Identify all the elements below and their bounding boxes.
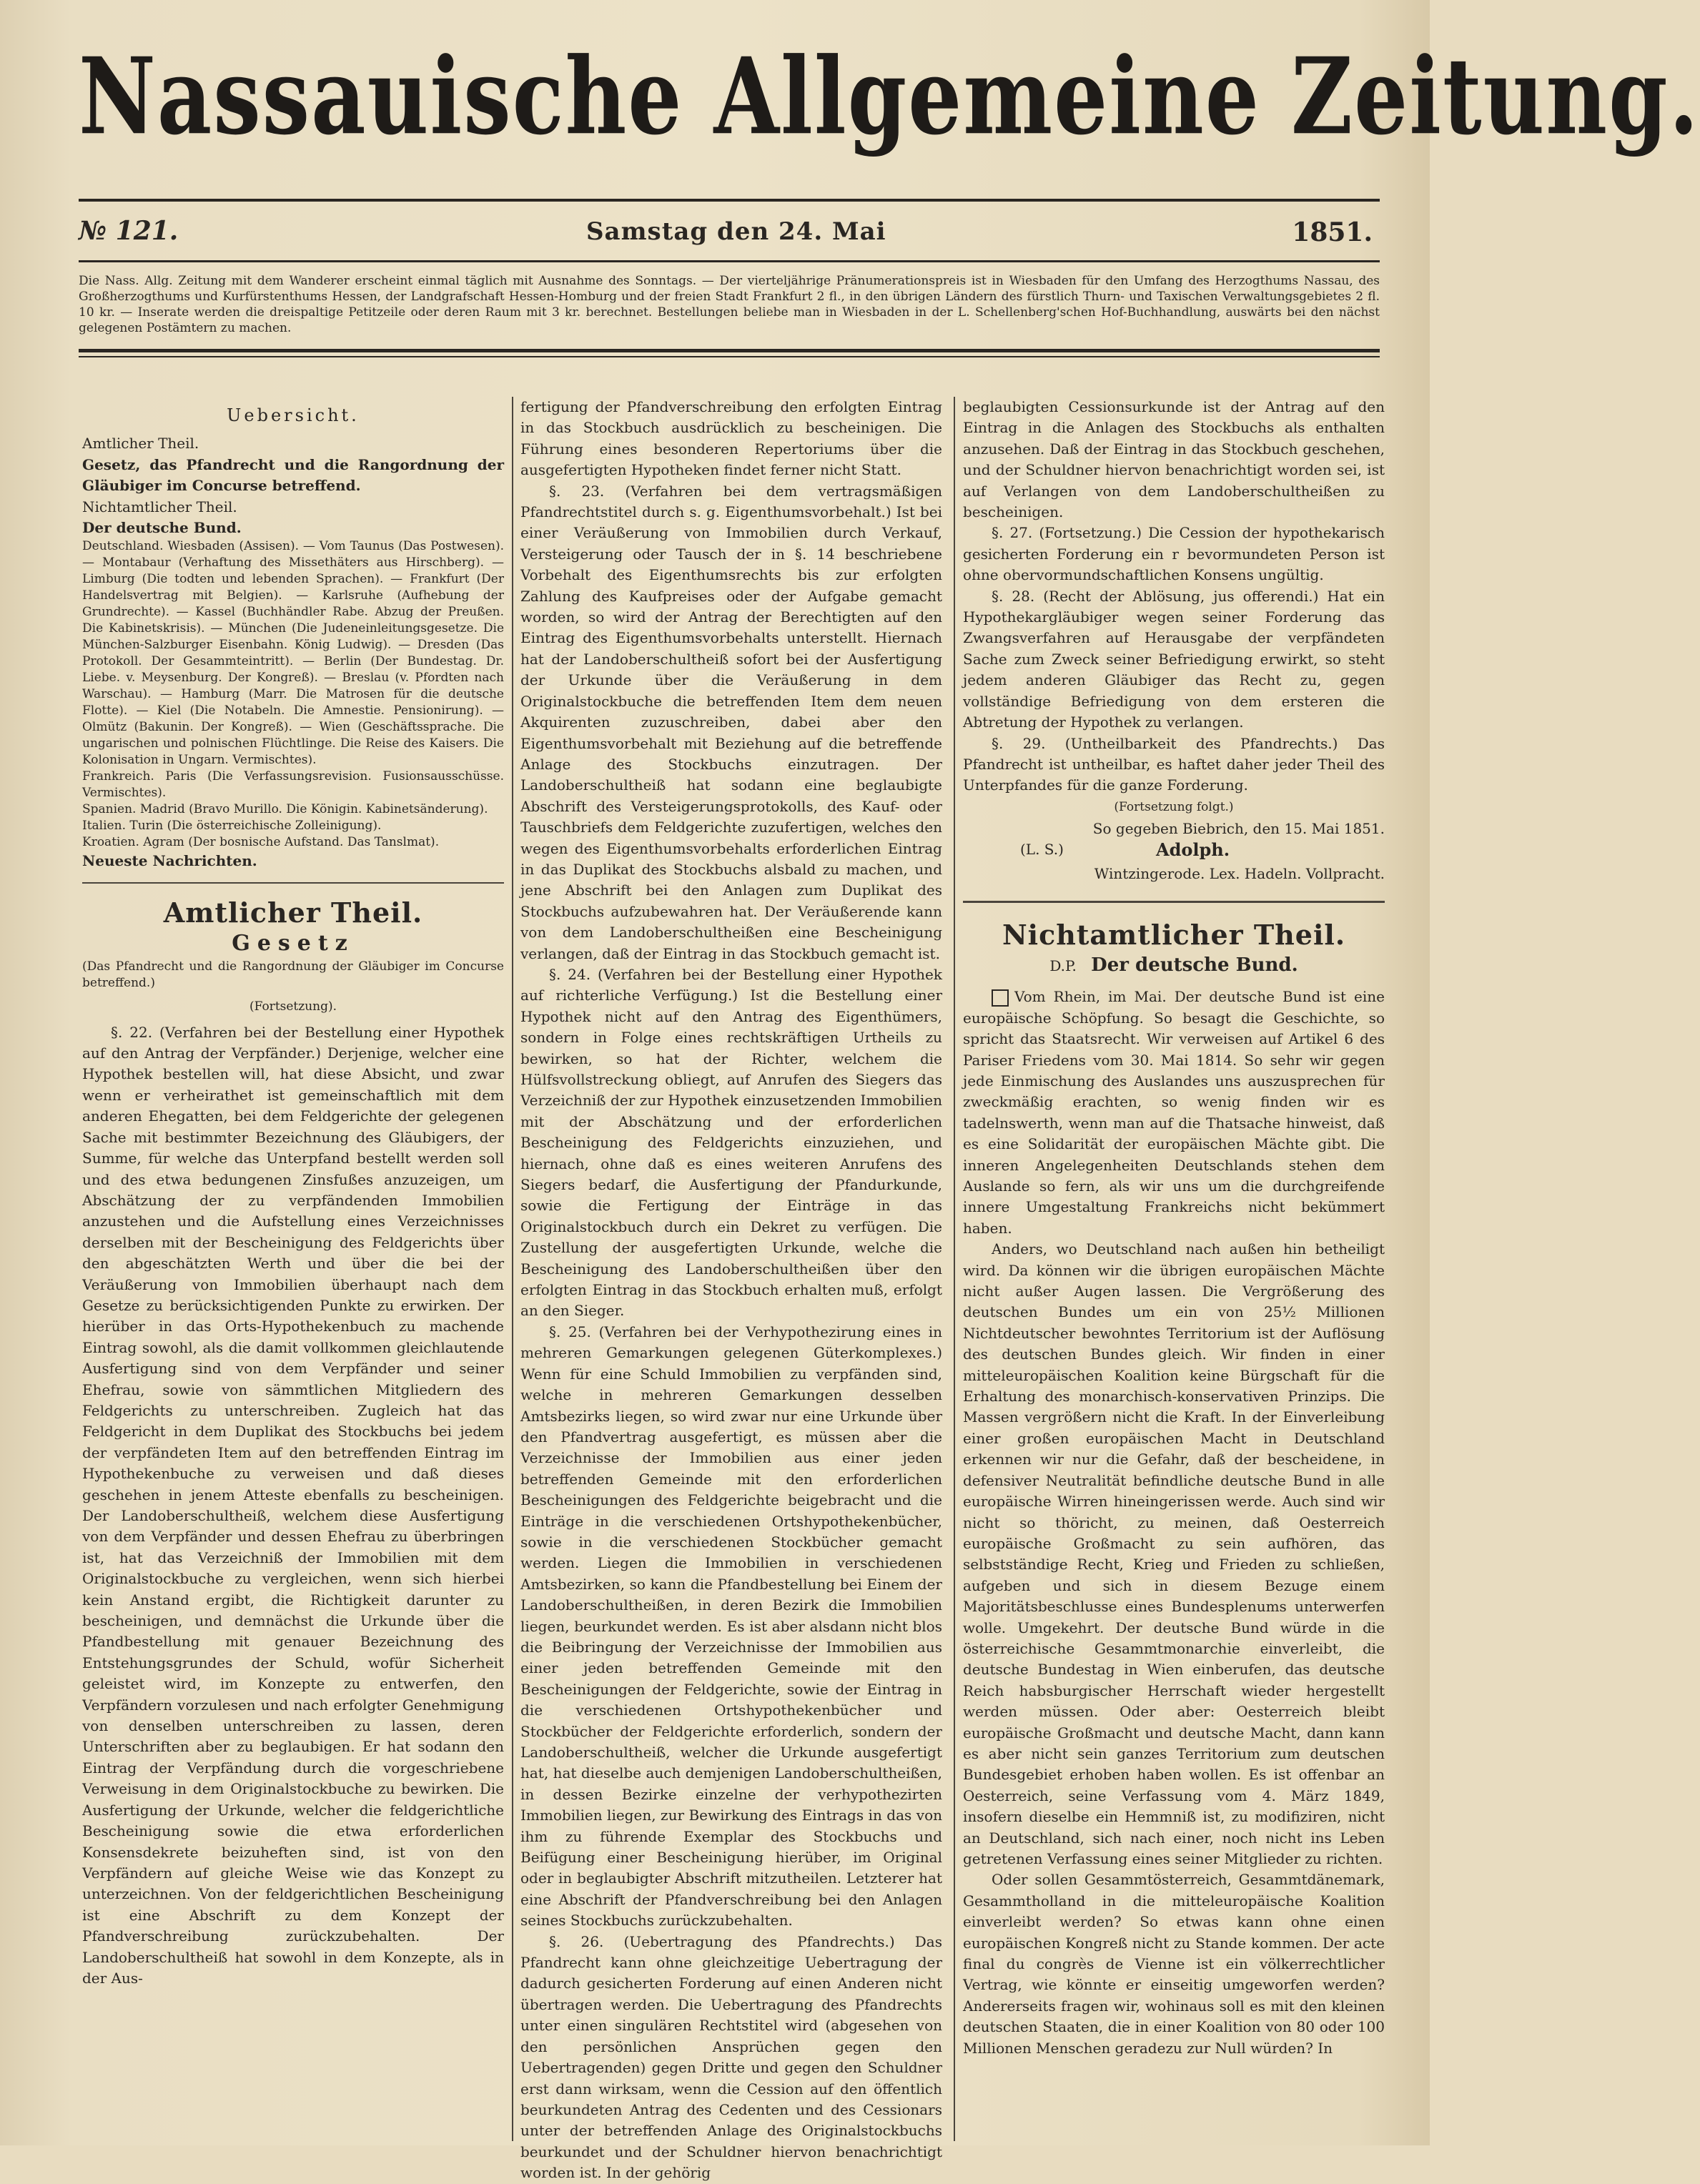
law-paragraph: §. 28. (Recht der Ablösung, jus offerendi.) Hat ein Hypothekargläubiger wegen seiner Forderung das Zwangsverfahren auf Herausgabe der verpfändeten Sache zum Zweck seiner Befriedigung erwirkt, so steht jedem anderen Gläubiger das Recht zu, gegen vollständige Befriedigung von dem ersteren die Abtretung der Hypothek zu verlangen. [963, 587, 1385, 731]
rule-top [79, 199, 1380, 202]
table-of-contents [82, 433, 504, 871]
law-paragraph: beglaubigten Cessionsurkunde ist der Antrag auf den Eintrag in die Anlagen des Stockbuchs als enthalten anzusehen. Daß der Eintrag in das Stockbuch geschehen, und der Schuldner hiervon benachrichtigt worden sei, ist auf Verlangen von dem Landoberschultheißen zu bescheinigen. [963, 398, 1385, 521]
divider [82, 882, 504, 884]
official-section-heading: Amtlicher Theil. [163, 896, 423, 929]
column-3 [963, 397, 1385, 2059]
section-heading [963, 955, 1385, 977]
star-box-icon [992, 989, 1009, 1007]
law-paragraph: fertigung der Pfandverschreibung den erfolgten Eintrag in das Stockbuch ausdrücklich zu bescheinigen. Die Führung eines besonderen Repertoriums über die ausgefertigten Hypotheken findet ferner nicht Statt. [520, 398, 942, 479]
section-prefix: D.P. [1049, 957, 1077, 974]
toc-item: Gesetz, das Pfandrecht und die Rangordnung der Gläubiger im Concurse betreffend. [82, 455, 504, 495]
article-paragraph [963, 987, 1385, 1239]
column-divider-2 [954, 397, 955, 2141]
section-title: Der deutsche Bund. [1091, 954, 1298, 976]
toc-item: Frankreich. Paris (Die Verfassungsrevision. Fusionsausschüsse. Vermischtes). [82, 769, 504, 801]
column-1 [82, 397, 504, 1989]
seal-mark: (L. S.) [1020, 841, 1064, 859]
law-paragraph: §. 27. (Fortsetzung.) Die Cession der hypothekarisch gesicherten Forderung ein r bevormundeten Person ist ohne obervormundschaftlichen Konsens ungültig. [963, 524, 1385, 584]
rule-notice-bottom-thin [79, 356, 1380, 357]
toc-item: Der deutsche Bund. [82, 519, 242, 537]
law-subtitle: (Das Pfandrecht und die Rangordnung der Gläubiger im Concurse betreffend.) [82, 959, 504, 990]
rule-notice-bottom [79, 349, 1380, 352]
cosigners: Wintzingerode. Lex. Hadeln. Vollpracht. [1094, 865, 1385, 883]
article-paragraph: Anders, wo Deutschland nach außen hin betheiligt wird. Da können wir die übrigen europäischen Mächte nicht außer Augen lassen. Die Vergrößerung des deutschen Bundes um ein von 25½ Millionen Nichtdeutscher bewohntes Territorium ist der Auflösung des deutschen Bundes gleich. Wir finden in einer mitteleuropäischen Koalition keine Bürgschaft für die Erhaltung des monarchisch-konservativen Prinzips. Die Massen vergrößern nicht die Kraft. In der Einverleibung einer großen europäischen Macht in Deutschland erkennen wir nur die Gefahr, daß der bescheidene, in defensiver Neutralität befindliche deutsche Bund in alle europäische Wirren hineingerissen werde. Auch sind wir nicht so thöricht, zu meinen, daß Oesterreich europäische Großmacht zu sein aufhören, das selbstständige Recht, Krieg und Frieden zu schließen, aufgeben und sich in diesem Bezuge einem Majoritätsbeschlusse eines Bundesplenums unterwerfen wolle. Umgekehrt. Der deutsche Bund würde in die österreichische Gesammtmonarchie einverleibt, die deutsche Bundestag in Wien einberufen, das deutsche Reich habsburgischer Herrschaft wieder hergestellt werden müssen. Oder aber: Oesterreich bleibt europäische Großmacht und deutsche Macht, dann kann es aber nicht sein ganzes Territorium zum deutschen Bundesgebiet erhoben haben wollen. Es ist offenbar an Oesterreich, seine Verfassung vom 4. März 1849, insofern dieselbe ein Hemmniß ist, zu modifiziren, nicht an Deutschland, sich nach einer, noch nicht ins Leben getretenen Verfassung eines seiner Mitglieder zu richten. [963, 1240, 1385, 1867]
to-be-continued: (Fortsetzung folgt.) [1114, 799, 1234, 814]
law-paragraph: §. 29. (Untheilbarkeit des Pfandrechts.) Das Pfandrecht ist untheilbar, es haftet daher jeder Theil des Unterpfandes für die ganze Forderung. [963, 734, 1385, 794]
toc-item: Kroatien. Agram (Der bosnische Aufstand. Das Tanslmat). [82, 835, 440, 850]
law-paragraph: §. 22. (Verfahren bei der Bestellung einer Hypothek auf den Antrag der Verpfänder.) Derjenige, welcher eine Hypothek bestellen will, hat diese Absicht, und zwar wenn er verheirathet ist gemeinschaftlich mit dem anderen Ehegatten, bei dem Feldgerichte der gelegenen Sache mit bestimmter Bezeichnung des Gläubigers, der Summe, für welche das Unterpfand bestellt werden soll und des etwa bedungenen Zinsfußes anzuzeigen, um Abschätzung der zu verpfändenden Immobilien anzustehen und die Aufstellung eines Verzeichnisses derselben mit der Bescheinigung des Feldgerichts über den abgeschätzten Werth und über die bei der Veräußerung von Immobilien überhaupt nach dem Gesetze zu berücksichtigenden Punkte zu erwirken. Der hierüber in das Orts-Hypothekenbuch zu machende Eintrag sowohl, als die damit vollkommen gleichlautende Ausfertigung sind von dem Verpfänder und seiner Ehefrau, sowie von sämmtlichen Mitgliedern des Feldgerichts zu unterschreiben. Zugleich hat das Feldgericht in dem Duplikat des Stockbuchs bei jedem der verpfändeten Item auf den betreffenden Eintrag im Hypothekenbuche zu verweisen und daß dieses geschehen in jenem Atteste ebenfalls zu bescheinigen. Der Landoberschultheiß, welchem diese Ausfertigung von dem Verpfänder und dessen Ehefrau zu überbringen ist, hat das Verzeichniß der Immobilien mit dem Originalstockbuche zu vergleichen, wenn sich hierbei kein Anstand ergibt, die Richtigkeit darunter zu bescheinigen, und demnächst die Urkunde über die Pfandbestellung mit genauer Bezeichnung des Entstehungsgrundes der Schuld, wofür Sicherheit geleistet wird, im Konzepte zu entwerfen, den Verpfändern vorzulesen und nach erfolgter Genehmigung von denselben unterschreiben zu lassen, deren Unterschriften aber zu beglaubigen. Er hat sodann den Eintrag der Verpfändung durch die vorgeschriebene Verweisung in dem Originalstockbuche zu bewirken. Die Ausfertigung der Urkunde, welcher die feldgerichtliche Bescheinigung sowie die etwa erforderlichen Konsensdekrete beizuheften sind, ist von den Verpfändern auf gleiche Weise wie das Konzept zu unterzeichnen. Von der feldgerichtlichen Bescheinigung ist eine Abschrift zu dem Konzept der Pfandverschreibung zurückzubehalten. Der Landoberschultheiß hat sowohl in dem Konzepte, als in der Aus- [82, 1023, 504, 1987]
article-paragraph: Oder sollen Gesammtösterreich, Gesammtdänemark, Gesammtholland in die mitteleuropäische Koalition einverleibt werden? So etwas kann ohne einen europäischen Kongreß nicht zu Stande kommen. Der acte final du congrès de Vienne ist ein völkerrechtlicher Vertrag, wie könnte er einseitig umgeworfen werden? Andererseits fragen wir, wohinaus soll es mit den kleinen deutschen Staaten, die in einer Koalition von 80 oder 100 Millionen Menschen geradezu zur Null würden? In [963, 1871, 1385, 2057]
toc-item: Neueste Nachrichten. [82, 852, 257, 870]
column-divider-1 [512, 397, 513, 2141]
toc-item: Deutschland. Wiesbaden (Assisen). — Vom Taunus (Das Postwesen). — Montabaur (Verhaftung des Missethäters aus Hirschberg). — Limburg (Die todten und lebenden Sprachen). — Frankfurt (Der Handelsvertrag mit Belgien). — Karlsruhe (Aufhebung der Grundrechte). — Kassel (Buchhändler Rabe. Abzug der Preußen. Die Kabinetskrisis). — München (Die Judeneinleitungsgesetze. Die München-Salzburger Eisenbahn. König Ludwig). — Dresden (Das Protokoll. Der Gesammteintritt). — Berlin (Der Bundestag. Dr. Liebe. v. Meysenburg. Der Kongreß). — Breslau (v. Pfordten nach Warschau). — Hamburg (Marr. Die Matrosen für die deutsche Flotte). — Kiel (Die Notabeln. Die Amnestie. Pensionirung). — Olmütz (Bakunin. Der Kongreß). — Wien (Geschäftssprache. Die ungarischen und polnischen Flüchtlinge. Die Reise des Kaisers. Die Kolonisation in Ungarn. Vermischtes). [82, 539, 504, 768]
rule-date-bottom [79, 260, 1380, 262]
continuation-note: (Fortsetzung). [249, 999, 337, 1014]
masthead-title: Nassauische Allgemeine Zeitung. [79, 34, 1700, 159]
divider [963, 901, 1385, 903]
column-2 [520, 397, 942, 2184]
given-at-line: So gegeben Biebrich, den 15. Mai 1851. [1092, 819, 1385, 837]
issue-bar [79, 209, 1380, 252]
toc-item: Amtlicher Theil. [82, 435, 199, 453]
issue-date: Samstag den 24. Mai [586, 217, 886, 246]
law-title: Gesetz [232, 931, 355, 957]
law-paragraph: §. 23. (Verfahren bei dem vertragsmäßigen Pfandrechtstitel durch s. g. Eigenthumsvorbehalt.) Ist bei einer Veräußerung von Immobilien durch Verkauf, Versteigerung oder Tausch der in §. 14 beschriebene Vorbehalt des Eigenthumsrechts bis zur erfolgten Zahlung des Kaufpreises oder der Aufgabe gemacht worden, so wird der Antrag der Berechtigten auf den Eintrag des Eigenthumsvorbehalts unterstellt. Hiernach hat der Landoberschultheiß sofort bei der Ausfertigung der Urkunde über die Veräußerung in dem Originalstockbuche die betreffenden Item dem neuen Akquirenten zuzuschreiben, dabei aber den Eigenthumsvorbehalt mit Beziehung auf die betreffende Anlage des Stockbuchs einzutragen. Der Landoberschultheiß hat sodann eine beglaubigte Abschrift des Versteigerungsprotokolls, des Kauf- oder Tauschbriefs dem Feldgerichte zuzufertigen, welches den wegen des Eigenthumsvorbehalts erforderlichen Eintrag in das Duplikat des Stockbuchs alsbald zu machen, und jene Abschrift bei den Anlagen zum Duplikat des Stockbuchs aufzubewahren hat. Der Veräußerende kann von dem Landoberschultheißen eine Bescheinigung verlangen, daß der Eintrag in das Stockbuch gemacht ist. [520, 482, 942, 962]
toc-item: Italien. Turin (Die österreichische Zolleinigung). [82, 819, 382, 834]
issue-year: 1851. [1292, 217, 1373, 247]
law-paragraph: §. 24. (Verfahren bei der Bestellung einer Hypothek auf richterliche Verfügung.) Ist die Bestellung einer Hypothek nicht auf den Antrag des Eigenthümers, sondern in Folge eines rechtskräftigen Urtheils zu bewirken, so hat der Richter, welchem die Hülfsvollstreckung obliegt, auf Anrufen des Siegers das Verzeichniß der zur Hypothek einzusetzenden Immobilien mit der Abschätzung und der erforderlichen Bescheinigung des Feldgerichts einzuziehen, und hiernach, ohne daß es eines weiteren Anrufens des Siegers bedarf, die Ausfertigung der Pfandurkunde, sowie die Fertigung der Einträge in das Originalstockbuch durch ein Dekret zu verfügen. Die Zustellung der ausgefertigten Urkunde, welche die Bescheinigung des Landoberschultheißen über den erfolgten Eintrag in das Stockbuch erhalten muß, erfolgt an den Sieger. [520, 965, 942, 1320]
toc-item: Nichtamtlicher Theil. [82, 498, 237, 515]
signer-name: Adolph. [1156, 839, 1230, 861]
law-paragraph: §. 25. (Verfahren bei der Verhypothezirung eines in mehreren Gemarkungen gelegenen Güterkomplexes.) Wenn für eine Schuld Immobilien zu verpfänden sind, welche in mehreren Gemarkungen desselben Amtsbezirks liegen, so wird zwar nur eine Urkunde über den Pfandvertrag ausgefertigt, es müssen aber die Verzeichnisse der Immobilien aus einer jeden betreffenden Gemeinde mit den erforderlichen Bescheinigungen des Feldgerichte beigebracht und die Einträge in die verschiedenen Ortshypothekenbücher, sowie in die verschiedenen Stockbücher gemacht werden. Liegen die Immobilien in verschiedenen Amtsbezirken, so kann die Pfandbestellung bei Einem der Landoberschultheißen, in deren Bezirk die Immobilien liegen, beurkundet werden. Es ist aber alsdann nicht blos die Beibringung der Verzeichnisse der Immobilien aus einer jeden betreffenden Gemeinde mit den Bescheinigungen der Feldgerichte, sowie der Eintrag in die verschiedenen Ortshypothekenbücher und Stockbücher der Feldgerichte erforderlich, sondern der Landoberschultheiß, welcher die Urkunde ausgefertigt hat, hat dieselbe auch demjenigen Landoberschultheißen, in dessen Bezirke einzelne der verhypothezirten Immobilien liegen, zur Bewirkung des Eintrags in das von ihm zu führende Exemplar des Stockbuchs und Beifügung einer Bescheinigung hierüber, im Original oder in beglaubigter Abschrift mitzutheilen. Letzterer hat eine Abschrift der Pfandverschreibung bei den Anlagen seines Stockbuchs zurückzubehalten. [520, 1323, 942, 1929]
toc-heading: Uebersicht. [227, 405, 360, 425]
subscription-notice: Die Nass. Allg. Zeitung mit dem Wanderer erscheint einmal täglich mit Ausnahme des Sonntags. — Der vierteljährige Pränumerationspreis ist in Wiesbaden für den Umfang des Herzogthums Nassau, des Großherzogthums und Kurfürstenthums Hessen, der Landgrafschaft Hessen-Homburg und der freien Stadt Frankfurt 2 fl., in den übrigen Ländern des fürstlich Thurn- und Taxischen Verwaltungsgebietes 2 fl. 10 kr. — Inserate werden die dreispaltige Petitzeile oder deren Raum mit 3 kr. berechnet. Bestellungen beliebe man in Wiesbaden in der L. Schellenberg'schen Hof-Buchhandlung, auswärts bei den nächst gelegenen Postämtern zu machen. [79, 274, 1380, 335]
article-paragraph-text: Vom Rhein, im Mai. Der deutsche Bund ist eine europäische Schöpfung. So besagt die Geschichte, so spricht das Staatsrecht. Wir verweisen auf Artikel 6 des Pariser Friedens vom 30. Mai 1814. So sehr wir gegen jede Einmischung des Auslandes uns auszusprechen für zweckmäßig erachten, so wenig finden wir es tadelnswerth, wenn man auf die Thatsache hinweist, daß es eine Solidarität der europäischen Mächte gibt. Die inneren Angelegenheiten Deutschlands stehen dem Auslande so fern, als wir uns um die durchgreifende innere Umgestaltung Frankreichs nicht bekümmert haben. [963, 988, 1385, 1237]
unofficial-section-heading: Nichtamtlicher Theil. [1002, 918, 1346, 951]
signature-block [963, 839, 1385, 864]
issue-number: № 121. [79, 216, 179, 246]
toc-item: Spanien. Madrid (Bravo Murillo. Die Königin. Kabinetsänderung). [82, 802, 488, 817]
law-paragraph: §. 26. (Uebertragung des Pfandrechts.) Das Pfandrecht kann ohne gleichzeitige Uebertragung der dadurch gesicherten Forderung auf einen Anderen nicht übertragen werden. Die Uebertragung des Pfandrechts unter einen singulären Rechtstitel wird (abgesehen von den persönlichen Ansprüchen gegen den Uebertragenden) gegen Dritte und gegen den Schuldner erst dann wirksam, wenn die Cession auf den öffentlich beurkundeten Antrag des Cedenten und des Cessionars unter der betreffenden Anlage des Originalstockbuchs beurkundet und der Schuldner hiervon benachrichtigt worden ist. In der gehörig [520, 1932, 942, 2182]
